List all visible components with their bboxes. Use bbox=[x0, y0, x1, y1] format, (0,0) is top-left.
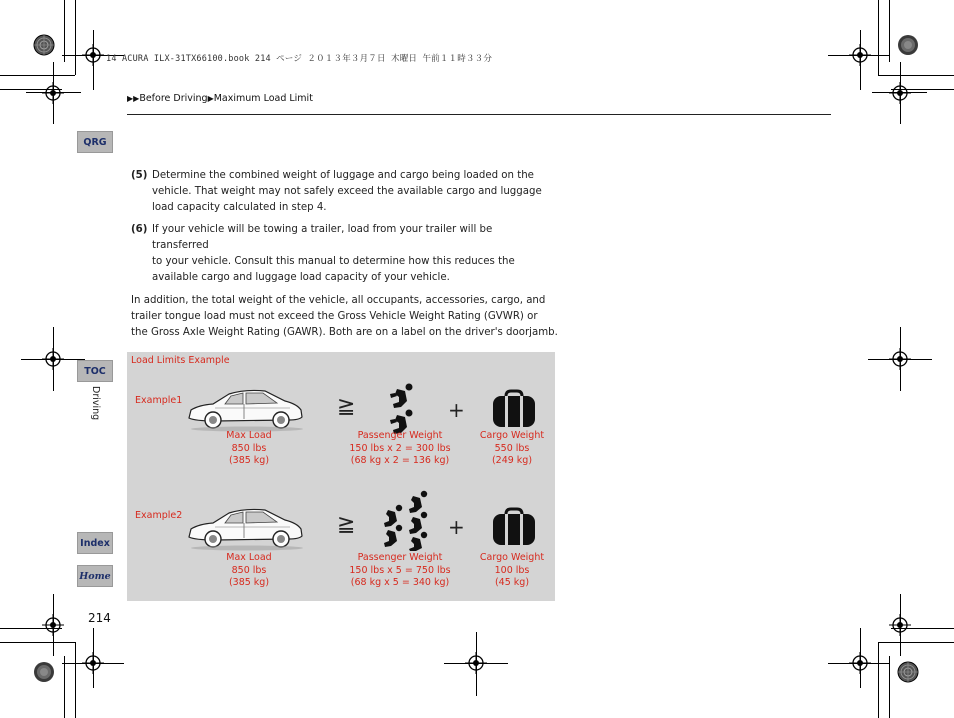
cargo-weight-caption bbox=[469, 552, 555, 590]
max-load-title: Max Load bbox=[226, 552, 272, 563]
paragraph-line: In addition, the total weight of the vehicle, all occupants, accessories, cargo, and bbox=[131, 295, 546, 306]
step-line: load capacity calculated in step 4. bbox=[152, 202, 327, 213]
crop-mark bbox=[878, 75, 954, 76]
passenger-weight-caption bbox=[335, 552, 465, 590]
registration-target-icon bbox=[889, 348, 911, 370]
step-line: available cargo and luggage load capacity of your vehicle. bbox=[152, 272, 450, 283]
step-number: (5) bbox=[131, 170, 148, 181]
registration-target-icon bbox=[889, 614, 911, 636]
index-button[interactable]: Index bbox=[77, 532, 113, 554]
passenger-icon bbox=[387, 382, 417, 436]
passenger-group-icon bbox=[378, 489, 432, 551]
registration-target-icon bbox=[42, 348, 64, 370]
passenger-weight-caption bbox=[335, 430, 465, 468]
passenger-weight-kg: (68 kg x 5 = 340 kg) bbox=[350, 577, 450, 588]
luggage-icon bbox=[491, 507, 537, 547]
car-icon bbox=[185, 504, 305, 552]
crop-mark bbox=[0, 75, 75, 76]
step-line: If your vehicle will be towing a trailer, load from your trailer will be transferred bbox=[152, 224, 493, 251]
step-line: vehicle. That weight may not safely exceed the available cargo and luggage bbox=[152, 186, 542, 197]
calibration-disc-icon bbox=[33, 661, 55, 683]
registration-target-icon bbox=[82, 44, 104, 66]
max-load-caption bbox=[209, 430, 289, 468]
crop-mark bbox=[889, 0, 890, 62]
breadcrumb-arrow-icon: ▶▶ bbox=[127, 94, 140, 103]
crop-mark bbox=[64, 656, 65, 718]
paragraph-line: trailer tongue load must not exceed the Gross Vehicle Weight Rating (GVWR) or bbox=[131, 311, 538, 322]
max-load-lbs: 850 lbs bbox=[231, 564, 267, 576]
registration-target-icon bbox=[465, 652, 487, 674]
body-paragraph bbox=[131, 293, 571, 341]
greater-equal-symbol: ≧ bbox=[337, 394, 356, 419]
load-limits-panel bbox=[127, 352, 555, 601]
max-load-title: Max Load bbox=[226, 430, 272, 441]
qrg-button[interactable]: QRG bbox=[77, 131, 113, 153]
calibration-disc-icon bbox=[897, 661, 919, 683]
cargo-weight-kg: (45 kg) bbox=[494, 577, 530, 588]
crop-mark bbox=[0, 642, 75, 643]
example-label: Example2 bbox=[135, 510, 183, 521]
crop-mark bbox=[75, 0, 76, 75]
home-button[interactable]: Home bbox=[77, 565, 113, 587]
passenger-weight-lbs: 150 lbs x 5 = 750 lbs bbox=[349, 564, 451, 576]
passenger-weight-kg: (68 kg x 2 = 136 kg) bbox=[350, 455, 450, 466]
cargo-weight-lbs: 100 lbs bbox=[494, 564, 530, 576]
crop-mark bbox=[75, 642, 76, 718]
print-file-info: 14 ACURA ILX-31TX66100.book 214 ページ ２０１３年３月７日 木曜日 午前１１時３３分 bbox=[106, 54, 493, 64]
breadcrumb-section-link[interactable]: Before Driving bbox=[139, 93, 208, 104]
cargo-weight-title: Cargo Weight bbox=[479, 430, 545, 441]
luggage-icon bbox=[491, 389, 537, 429]
car-icon bbox=[185, 385, 305, 433]
crop-mark bbox=[878, 642, 954, 643]
registration-target-icon bbox=[82, 652, 104, 674]
plus-symbol: + bbox=[448, 515, 465, 539]
registration-target-icon bbox=[849, 652, 871, 674]
registration-target-icon bbox=[42, 614, 64, 636]
max-load-caption bbox=[209, 552, 289, 590]
cargo-weight-lbs: 550 lbs bbox=[494, 442, 530, 454]
header-rule bbox=[127, 114, 831, 115]
calibration-disc-icon bbox=[33, 34, 55, 56]
page-number: 214 bbox=[88, 611, 111, 625]
step-number: (6) bbox=[131, 224, 148, 235]
breadcrumb-topic: Maximum Load Limit bbox=[213, 93, 313, 104]
breadcrumb-arrow-icon: ▶ bbox=[207, 94, 214, 103]
registration-target-icon bbox=[889, 82, 911, 104]
breadcrumb bbox=[127, 93, 313, 104]
cargo-weight-caption bbox=[469, 430, 555, 468]
max-load-lbs: 850 lbs bbox=[231, 442, 267, 454]
greater-equal-symbol: ≧ bbox=[337, 512, 356, 537]
registration-target-icon bbox=[42, 82, 64, 104]
calibration-disc-icon bbox=[897, 34, 919, 56]
panel-title: Load Limits Example bbox=[131, 355, 230, 366]
crop-mark bbox=[878, 0, 879, 75]
max-load-kg: (385 kg) bbox=[228, 577, 270, 588]
step-line: to your vehicle. Consult this manual to determine how this reduces the bbox=[152, 256, 515, 267]
section-tab-label: Driving bbox=[90, 386, 101, 421]
registration-target-icon bbox=[849, 44, 871, 66]
crop-mark bbox=[889, 656, 890, 718]
cargo-weight-title: Cargo Weight bbox=[479, 552, 545, 563]
max-load-kg: (385 kg) bbox=[228, 455, 270, 466]
example-label: Example1 bbox=[135, 395, 183, 406]
toc-button[interactable]: TOC bbox=[77, 360, 113, 382]
passenger-weight-lbs: 150 lbs x 2 = 300 lbs bbox=[349, 442, 451, 454]
passenger-weight-title: Passenger Weight bbox=[357, 430, 443, 441]
plus-symbol: + bbox=[448, 398, 465, 422]
passenger-weight-title: Passenger Weight bbox=[357, 552, 443, 563]
crop-mark bbox=[878, 642, 879, 718]
cargo-weight-kg: (249 kg) bbox=[491, 455, 533, 466]
step-line: Determine the combined weight of luggage and cargo being loaded on the bbox=[152, 170, 534, 181]
crop-mark bbox=[64, 0, 65, 62]
paragraph-line: the Gross Axle Weight Rating (GAWR). Both are on a label on the driver's doorjamb. bbox=[131, 327, 558, 338]
